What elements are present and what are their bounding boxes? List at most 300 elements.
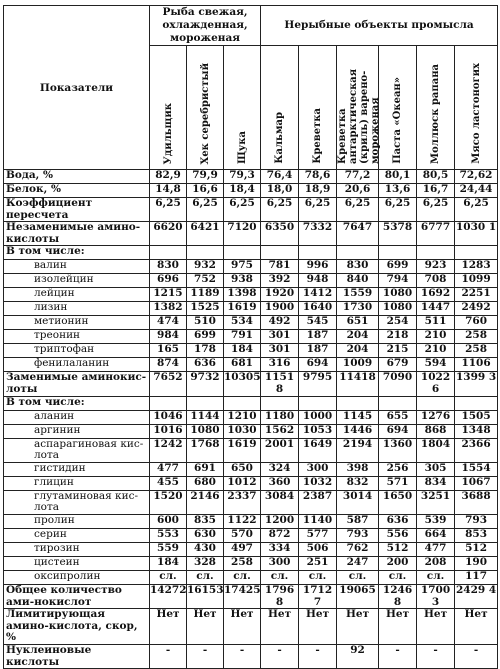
table-cell: 7332	[299, 222, 337, 246]
table-cell: 324	[261, 462, 299, 476]
column-header	[455, 46, 498, 170]
table-cell: 11418	[337, 372, 379, 396]
table-cell: 760	[455, 316, 498, 330]
table-cell: 254	[379, 316, 417, 330]
table-cell: 853	[455, 528, 498, 542]
table-cell	[150, 396, 187, 410]
row-label: Вода, %	[4, 170, 150, 184]
table-cell: 655	[379, 410, 417, 424]
column-header	[187, 46, 224, 170]
table-cell	[417, 396, 455, 410]
table-cell: 334	[261, 542, 299, 556]
table-cell: 868	[417, 424, 455, 438]
table-cell: 18,9	[299, 184, 337, 198]
row-label: оксипролин	[4, 570, 150, 584]
table-cell: 1399 3	[455, 372, 498, 396]
table-cell: 3014	[337, 490, 379, 514]
table-cell: 6350	[261, 222, 299, 246]
table-row	[4, 222, 498, 246]
table-cell: -	[455, 644, 498, 668]
table-cell: 2387	[299, 490, 337, 514]
row-label: пролин	[4, 514, 150, 528]
row-label: изолейцин	[4, 274, 150, 288]
table-cell: 3251	[417, 490, 455, 514]
table-cell: 948	[299, 274, 337, 288]
table-cell: 1012	[224, 476, 261, 490]
table-cell: 570	[224, 528, 261, 542]
table-cell: 10305	[224, 372, 261, 396]
table-cell: 80,1	[379, 170, 417, 184]
table-cell: 2001	[261, 438, 299, 462]
table-cell: 1920	[261, 288, 299, 302]
table-cell: 512	[455, 542, 498, 556]
table-cell: 1140	[299, 514, 337, 528]
table-cell: 1283	[455, 260, 498, 274]
table-cell	[455, 246, 498, 260]
table-cell: 1022 6	[417, 372, 455, 396]
table-cell: 1559	[337, 288, 379, 302]
table-cell: 76,4	[261, 170, 299, 184]
table-cell: 830	[337, 260, 379, 274]
table-cell: -	[379, 644, 417, 668]
table-cell: 1554	[455, 462, 498, 476]
table-cell: 1446	[337, 424, 379, 438]
table-cell: 1768	[187, 438, 224, 462]
table-cell: 184	[150, 556, 187, 570]
table-cell: 1145	[337, 410, 379, 424]
table-cell: 178	[187, 344, 224, 358]
table-cell: 1398	[224, 288, 261, 302]
table-cell: 636	[187, 358, 224, 372]
table-cell: 6,25	[455, 198, 498, 222]
table-cell: Нет	[417, 609, 455, 645]
table-cell: 636	[379, 514, 417, 528]
table-cell: 1016	[150, 424, 187, 438]
table-cell: 1215	[150, 288, 187, 302]
table-cell: 477	[150, 462, 187, 476]
table-cell: Нет	[337, 609, 379, 645]
table-row	[4, 184, 498, 198]
table-cell: 165	[150, 344, 187, 358]
column-header-label: Кальмар	[274, 112, 286, 164]
table-cell: 360	[261, 476, 299, 490]
table-cell: 1650	[379, 490, 417, 514]
table-row	[4, 438, 498, 462]
table-cell: 1099	[455, 274, 498, 288]
table-row	[4, 644, 498, 668]
header-group-fish: Рыба свежая, охлажденная, мороженая	[150, 6, 261, 46]
table-cell: 215	[379, 344, 417, 358]
table-cell: 6,25	[224, 198, 261, 222]
table-cell: 82,9	[150, 170, 187, 184]
table-cell: 218	[379, 330, 417, 344]
table-cell: Нет	[379, 609, 417, 645]
table-cell: 7120	[224, 222, 261, 246]
table-cell: Нет	[455, 609, 498, 645]
table-cell: 834	[417, 476, 455, 490]
table-cell: 996	[299, 260, 337, 274]
column-header-label: Креветка	[312, 108, 324, 164]
table-row	[4, 528, 498, 542]
table-cell	[224, 246, 261, 260]
table-cell: 1730	[337, 302, 379, 316]
table-cell: 6421	[187, 222, 224, 246]
table-cell: 650	[224, 462, 261, 476]
table-cell: 455	[150, 476, 187, 490]
table-cell: 2366	[455, 438, 498, 462]
table-cell: 664	[417, 528, 455, 542]
row-label: Лимитирующая амино-кислота, скор, %	[4, 609, 150, 645]
table-cell	[337, 396, 379, 410]
table-cell: 392	[261, 274, 299, 288]
table-row	[4, 170, 498, 184]
table-cell	[379, 246, 417, 260]
row-label: Нуклеиновые кислоты	[4, 644, 150, 668]
table-cell: 1640	[299, 302, 337, 316]
column-header-label: Моллюск рапана	[430, 64, 442, 164]
table-cell: 7090	[379, 372, 417, 396]
table-cell: сл.	[417, 570, 455, 584]
table-cell: 6620	[150, 222, 187, 246]
table-cell: 6,25	[379, 198, 417, 222]
table-cell: 1382	[150, 302, 187, 316]
table-cell: 1712 7	[299, 584, 337, 608]
row-label: аланин	[4, 410, 150, 424]
table-cell: 1360	[379, 438, 417, 462]
table-cell: 699	[187, 330, 224, 344]
row-label: аспарагиновая кис-лота	[4, 438, 150, 462]
table-cell: 20,6	[337, 184, 379, 198]
table-cell: 587	[337, 514, 379, 528]
row-label: Заменимые аминокис-лоты	[4, 372, 150, 396]
table-cell: 1276	[417, 410, 455, 424]
table-cell: 984	[150, 330, 187, 344]
table-cell: 545	[299, 316, 337, 330]
column-header	[337, 46, 382, 170]
table-cell: 2492	[455, 302, 498, 316]
row-label: гистидин	[4, 462, 150, 476]
table-cell: 6777	[417, 222, 455, 246]
table-cell: 301	[261, 330, 299, 344]
table-cell: 1619	[224, 438, 261, 462]
table-cell: 932	[187, 260, 224, 274]
table-cell	[224, 396, 261, 410]
table-cell: 2251	[455, 288, 498, 302]
table-cell: 9732	[187, 372, 224, 396]
table-cell: 1447	[417, 302, 455, 316]
table-cell: 872	[261, 528, 299, 542]
table-cell: 210	[417, 344, 455, 358]
table-cell: 13,6	[379, 184, 417, 198]
table-cell: Нет	[150, 609, 187, 645]
table-cell	[299, 396, 337, 410]
table-cell: 7652	[150, 372, 187, 396]
table-cell: -	[187, 644, 224, 668]
table-cell: 651	[337, 316, 379, 330]
table-cell: 258	[455, 344, 498, 358]
table-cell: 117	[455, 570, 498, 584]
table-cell: 762	[337, 542, 379, 556]
table-cell: 492	[261, 316, 299, 330]
table-cell: 6,25	[417, 198, 455, 222]
table-cell: Нет	[261, 609, 299, 645]
row-label: треонин	[4, 330, 150, 344]
table-cell: -	[224, 644, 261, 668]
table-cell: 1009	[337, 358, 379, 372]
table-cell: 534	[224, 316, 261, 330]
table-row	[4, 274, 498, 288]
table-row	[4, 396, 498, 410]
table-cell: 1046	[150, 410, 187, 424]
table-cell: 14272	[150, 584, 187, 608]
table-cell: 691	[187, 462, 224, 476]
table-cell: 187	[299, 330, 337, 344]
row-label: лизин	[4, 302, 150, 316]
table-cell: 24,44	[455, 184, 498, 198]
table-cell: 77,2	[337, 170, 379, 184]
row-label: Незаменимые амино-кислоты	[4, 222, 150, 246]
table-cell: 187	[299, 344, 337, 358]
table-cell: 79,9	[187, 170, 224, 184]
row-label: В том числе:	[4, 396, 150, 410]
table-cell: 1804	[417, 438, 455, 462]
table-cell: 7647	[337, 222, 379, 246]
table-cell: 316	[261, 358, 299, 372]
table-cell: 184	[224, 344, 261, 358]
table-cell: 975	[224, 260, 261, 274]
header-group-nonfish: Нерыбные объекты промысла	[261, 6, 498, 46]
table-cell: 2337	[224, 490, 261, 514]
table-cell	[299, 246, 337, 260]
table-cell: 794	[379, 274, 417, 288]
table-cell: 793	[455, 514, 498, 528]
table-cell: 474	[150, 316, 187, 330]
table-cell: 6,25	[337, 198, 379, 222]
table-cell: 14,8	[150, 184, 187, 198]
table-cell: 300	[299, 462, 337, 476]
table-cell: 1692	[417, 288, 455, 302]
table-cell: 258	[224, 556, 261, 570]
table-row	[4, 542, 498, 556]
table-cell: 78,6	[299, 170, 337, 184]
table-cell	[337, 246, 379, 260]
column-header	[150, 46, 187, 170]
column-header	[379, 46, 417, 170]
table-cell: сл.	[261, 570, 299, 584]
row-label: цистеин	[4, 556, 150, 570]
row-label: тирозин	[4, 542, 150, 556]
table-cell: сл.	[224, 570, 261, 584]
table-cell: 1520	[150, 490, 187, 514]
table-cell: -	[299, 644, 337, 668]
table-cell	[379, 396, 417, 410]
table-cell: -	[417, 644, 455, 668]
table-cell: 1525	[187, 302, 224, 316]
table-row	[4, 198, 498, 222]
table-row	[4, 358, 498, 372]
column-header-label: Щука	[236, 130, 248, 164]
table-cell	[261, 246, 299, 260]
table-cell: 1067	[455, 476, 498, 490]
table-cell: 72,62	[455, 170, 498, 184]
table-cell: 1210	[224, 410, 261, 424]
table-row	[4, 476, 498, 490]
column-header-label: Креветка антарктическая (криль) варено-мороженая	[337, 68, 382, 164]
table-cell: 1242	[150, 438, 187, 462]
table-cell: 258	[455, 330, 498, 344]
table-cell: 1796 8	[261, 584, 299, 608]
row-label: триптофан	[4, 344, 150, 358]
table-cell: 923	[417, 260, 455, 274]
table-cell: Нет	[187, 609, 224, 645]
table-cell: 301	[261, 344, 299, 358]
table-cell: 16,6	[187, 184, 224, 198]
table-row	[4, 260, 498, 274]
column-header	[261, 46, 299, 170]
row-label: фенилаланин	[4, 358, 150, 372]
row-label: валин	[4, 260, 150, 274]
table-cell: 92	[337, 644, 379, 668]
table-cell: 79,3	[224, 170, 261, 184]
table-cell: 835	[187, 514, 224, 528]
table-cell: 398	[337, 462, 379, 476]
table-row	[4, 288, 498, 302]
table-cell: 1649	[299, 438, 337, 462]
column-header-label: Мясо ластоногих	[470, 63, 482, 164]
table-cell: 256	[379, 462, 417, 476]
table-cell: 600	[150, 514, 187, 528]
table-cell: 300	[261, 556, 299, 570]
table-cell: 251	[299, 556, 337, 570]
table-cell: 210	[417, 330, 455, 344]
table-cell: 559	[150, 542, 187, 556]
table-cell: 539	[417, 514, 455, 528]
table-cell: 190	[455, 556, 498, 570]
table-cell: 9795	[299, 372, 337, 396]
table-cell: 3084	[261, 490, 299, 514]
table-cell: 18,0	[261, 184, 299, 198]
table-row	[4, 410, 498, 424]
row-label: глицин	[4, 476, 150, 490]
table-cell: сл.	[150, 570, 187, 584]
table-cell	[417, 246, 455, 260]
table-cell: 832	[337, 476, 379, 490]
table-cell: 1053	[299, 424, 337, 438]
table-cell: 506	[299, 542, 337, 556]
column-header	[224, 46, 261, 170]
table-cell: 200	[379, 556, 417, 570]
table-cell: Нет	[224, 609, 261, 645]
table-cell: 16153	[187, 584, 224, 608]
table-cell: 1144	[187, 410, 224, 424]
table-cell: 6,25	[150, 198, 187, 222]
table-cell: 80,5	[417, 170, 455, 184]
row-label: лейцин	[4, 288, 150, 302]
table-cell: 512	[379, 542, 417, 556]
table-cell: 699	[379, 260, 417, 274]
table-cell: 681	[224, 358, 261, 372]
table-body	[4, 170, 498, 669]
table-cell: 430	[187, 542, 224, 556]
column-header-label: Хек серебристый	[199, 62, 211, 164]
table-cell: 1030 1	[455, 222, 498, 246]
column-header-label: Удильщик	[162, 102, 174, 164]
table-cell: 1412	[299, 288, 337, 302]
table-cell: сл.	[187, 570, 224, 584]
table-cell: 1106	[455, 358, 498, 372]
table-cell: 497	[224, 542, 261, 556]
amino-acid-table	[3, 5, 498, 669]
table-row	[4, 344, 498, 358]
table-cell: 781	[261, 260, 299, 274]
table-cell: 6,25	[187, 198, 224, 222]
table-cell: 679	[379, 358, 417, 372]
table-cell: 1189	[187, 288, 224, 302]
table-cell: 752	[187, 274, 224, 288]
table-cell: 511	[417, 316, 455, 330]
table-cell: 2194	[337, 438, 379, 462]
column-header	[417, 46, 455, 170]
table-cell: 477	[417, 542, 455, 556]
table-cell: 208	[417, 556, 455, 570]
table-cell: 696	[150, 274, 187, 288]
table-row	[4, 514, 498, 528]
table-cell: 694	[299, 358, 337, 372]
table-cell: 1246 8	[379, 584, 417, 608]
table-cell: 18,4	[224, 184, 261, 198]
table-cell: 1180	[261, 410, 299, 424]
table-cell: 1080	[379, 302, 417, 316]
table-row	[4, 316, 498, 330]
table-cell: 791	[224, 330, 261, 344]
table-cell: 6,25	[299, 198, 337, 222]
table-row	[4, 330, 498, 344]
row-label: метионин	[4, 316, 150, 330]
table-cell: 16,7	[417, 184, 455, 198]
table-cell: 328	[187, 556, 224, 570]
table-row	[4, 302, 498, 316]
table-cell: -	[150, 644, 187, 668]
row-label: аргинин	[4, 424, 150, 438]
table-cell: 1348	[455, 424, 498, 438]
table-row	[4, 490, 498, 514]
table-cell: 6,25	[261, 198, 299, 222]
table-cell: 630	[187, 528, 224, 542]
row-label: Общее количество ами-нокислот	[4, 584, 150, 608]
table-row	[4, 570, 498, 584]
table-cell: 1000	[299, 410, 337, 424]
table-cell: 793	[337, 528, 379, 542]
table-cell	[261, 396, 299, 410]
table-cell: 1032	[299, 476, 337, 490]
table-cell: 1200	[261, 514, 299, 528]
table-cell: 2429 4	[455, 584, 498, 608]
table-cell: 938	[224, 274, 261, 288]
column-header	[299, 46, 337, 170]
table-cell: 1619	[224, 302, 261, 316]
table-row	[4, 424, 498, 438]
table-row	[4, 246, 498, 260]
table-cell: 556	[379, 528, 417, 542]
table-cell: 5378	[379, 222, 417, 246]
table-cell: 577	[299, 528, 337, 542]
table-cell: 1122	[224, 514, 261, 528]
table-cell: 571	[379, 476, 417, 490]
table-cell: 510	[187, 316, 224, 330]
table-row	[4, 609, 498, 645]
table-cell	[187, 246, 224, 260]
table-row	[4, 556, 498, 570]
